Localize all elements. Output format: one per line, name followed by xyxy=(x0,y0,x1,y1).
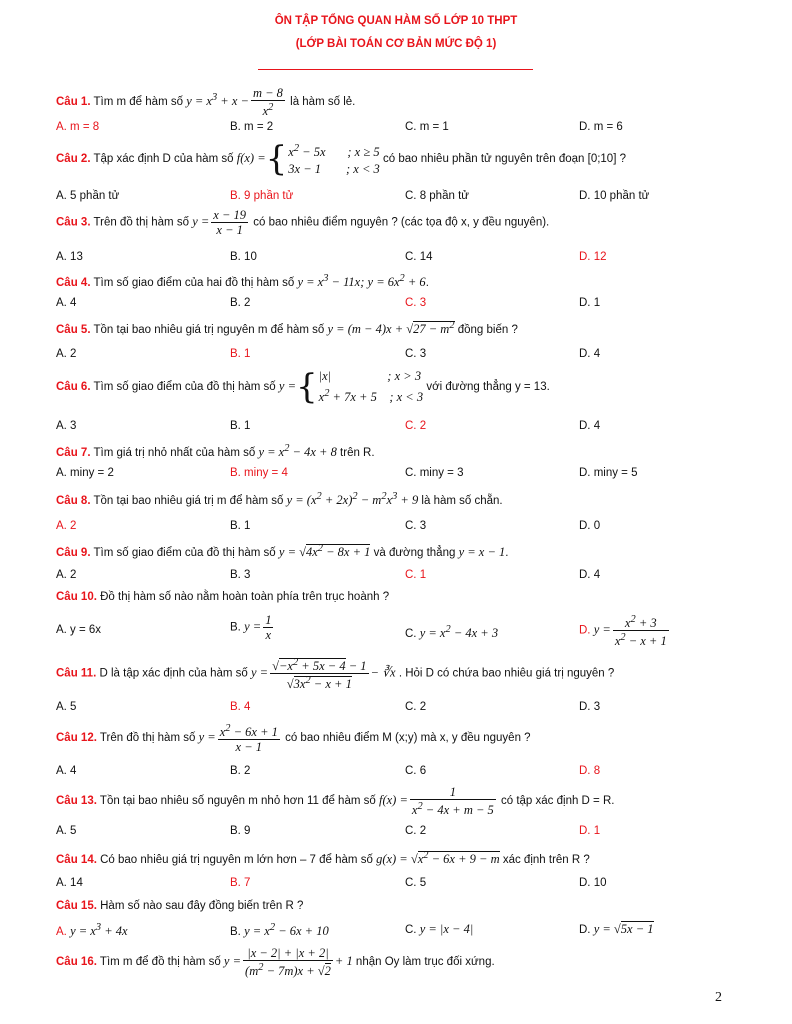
option-a: A. 14 xyxy=(56,877,83,889)
option-d: D. 1 xyxy=(579,297,601,309)
option-b: B. 9 phần tử xyxy=(230,190,294,202)
option-d: D. m = 6 xyxy=(579,121,623,133)
option-b: B. 1 xyxy=(230,520,251,532)
question-9: Câu 9. Tìm số giao điểm của đồ thị hàm số $y = √4x^2 - 8x + 1$ và đường thẳng y = x − 1. xyxy=(56,543,509,560)
option-b: B. 1 xyxy=(230,420,251,432)
option-b: B. 3 xyxy=(230,569,251,581)
option-d: D. 4 xyxy=(579,569,601,581)
question-16: Câu 16. Tìm m để đồ thị hàm số y = $\frac{|x - 2| + |x + 2|}{(m^2 - 7m)x + √2}$ + 1 nhận Oy làm trục đối xứng. xyxy=(56,946,495,979)
option-c: C. 6 xyxy=(405,765,427,777)
option-a: A. 5 xyxy=(56,701,77,713)
question-5: Câu 5. Tồn tại bao nhiêu giá trị nguyên m để hàm số $y = (m - 4)x + √27 - m^2$ đồng biến ? xyxy=(56,320,518,337)
option-d: D. 10 xyxy=(579,877,607,889)
formula: y = xyxy=(278,379,296,394)
option-a: A. 5 phần tử xyxy=(56,190,120,202)
option-c: C. $y = x^2 - 4x + 3$ xyxy=(405,624,499,641)
option-c: C. 3 xyxy=(405,297,427,309)
option-b: B. $y = x^2 - 6x + 10$ xyxy=(230,922,329,939)
title-divider xyxy=(258,69,533,70)
option-a: A. 3 xyxy=(56,420,77,432)
formula: $y = x^2 - 4x + 8$ xyxy=(258,443,337,460)
formula: $y = x^3 - 11x$; $y = 6x^2 + 6$ xyxy=(297,273,426,290)
option-d: D. 8 xyxy=(579,765,601,777)
option-b: B. 10 xyxy=(230,251,257,263)
formula: y = xyxy=(223,954,242,969)
option-a: A. 4 xyxy=(56,765,77,777)
option-d: D. 4 xyxy=(579,420,601,432)
question-1: Câu 1. Tìm m để hàm số $y = x^3 + x$ − $\frac{m - 8}{x^2}$ là hàm số lẻ. xyxy=(56,86,356,119)
document-title: ÔN TẬP TỔNG QUAN HÀM SỐ LỚP 10 THPT xyxy=(274,15,518,27)
option-b: B. 2 xyxy=(230,765,251,777)
question-12: Câu 12. Trên đồ thị hàm số y = $\frac{x^2 - 6x + 1}{x - 1}$ có bao nhiêu điểm M (x;y) mà x, y đều nguyên ? xyxy=(56,723,531,755)
option-c: C. 14 xyxy=(405,251,433,263)
formula: y = x − 1 xyxy=(458,545,506,560)
option-b: B. 9 xyxy=(230,825,251,837)
option-d: D. 12 xyxy=(579,251,607,263)
question-10: Câu 10. Đồ thị hàm số nào nằm hoàn toàn phía trên trục hoành ? xyxy=(56,591,390,603)
question-8: Câu 8. Tồn tại bao nhiêu giá trị m để hàm số $y = (x^2 + 2x)^2 - m^2x^3 + 9$ là hàm số chẵn. xyxy=(56,491,503,508)
option-b: B. m = 2 xyxy=(230,121,274,133)
option-c: C. 2 xyxy=(405,420,427,432)
option-c: C. 1 xyxy=(405,569,427,581)
option-d: D. 10 phần tử xyxy=(579,190,650,202)
page-number: 2 xyxy=(715,990,722,1005)
option-c: C. 3 xyxy=(405,348,427,360)
option-b: B. 1 xyxy=(230,348,251,360)
question-13: Câu 13. Tồn tại bao nhiêu số nguyên m nhỏ hơn 11 để hàm số f(x) = $\frac{1}{x^2 - 4x + m - 5}$ có tập xác định D = R. xyxy=(56,785,615,818)
option-c: C. y = |x − 4| xyxy=(405,922,474,936)
formula: $g(x) = √x^2 - 6x + 9 - m$ xyxy=(376,850,500,867)
question-3: Câu 3. Trên đồ thị hàm số y = $\frac{x - 19}{x - 1}$ có bao nhiêu điểm nguyên ? (các tọa độ x, y đều nguyên). xyxy=(56,208,550,237)
option-d: D. 1 xyxy=(579,825,601,837)
question-4: Câu 4. Tìm số giao điểm của hai đồ thị hàm số $y = x^3 - 11x$; $y = 6x^2 + 6$. xyxy=(56,273,429,290)
option-a: A. $y = x^3 + 4x$ xyxy=(56,922,128,939)
option-c: C. 8 phần tử xyxy=(405,190,469,202)
formula: $y = √4x^2 - 8x + 1$ xyxy=(278,543,371,560)
formula: $y = (m - 4)x + √27 - m^2$ xyxy=(327,320,455,337)
formula: $y = x^3 + x$ − xyxy=(186,91,249,109)
formula: y = xyxy=(192,214,210,229)
option-d: D. y = $\frac{x^2 + 3}{x^2 - x + 1}$ xyxy=(579,614,667,649)
option-c: C. 2 xyxy=(405,701,427,713)
option-c: C. 2 xyxy=(405,825,427,837)
formula: y = xyxy=(251,665,269,680)
option-d: D. y = √5x − 1 xyxy=(579,922,654,936)
option-c: C. m = 1 xyxy=(405,121,449,133)
document-subtitle: (LỚP BÀI TOÁN CƠ BẢN MỨC ĐỘ 1) xyxy=(295,38,497,50)
question-7: Câu 7. Tìm giá trị nhỏ nhất của hàm số $y = x^2 - 4x + 8$ trên R. xyxy=(56,443,375,460)
option-b: B. 7 xyxy=(230,877,251,889)
option-a: A. 4 xyxy=(56,297,77,309)
option-a: A. 2 xyxy=(56,569,77,581)
option-b: B. y = $\frac{1}{x}$ xyxy=(230,613,272,642)
formula: $y = (x^2 + 2x)^2 - m^2x^3 + 9$ xyxy=(286,491,419,508)
formula: f(x) = xyxy=(378,793,408,808)
formula: y = xyxy=(198,730,216,745)
question-14: Câu 14. Có bao nhiêu giá trị nguyên m lớn hơn – 7 để hàm số $g(x) = √x^2 - 6x + 9 - m$ xác định trên R ? xyxy=(56,850,590,867)
option-c: C. 3 xyxy=(405,520,427,532)
question-15: Câu 15. Hàm số nào sau đây đồng biến trên R ? xyxy=(56,900,304,912)
option-a: A. 2 xyxy=(56,520,77,532)
option-a: A. m = 8 xyxy=(56,121,100,133)
option-b: B. 2 xyxy=(230,297,251,309)
question-6: Câu 6. Tìm số giao điểm của đồ thị hàm số y ={|x| ; x > 3 $x^2 + 7x + 5$ ; x < 3 với đường thẳng y = 13. xyxy=(56,367,550,408)
option-d: D. 4 xyxy=(579,348,601,360)
option-a: A. y = 6x xyxy=(56,624,102,636)
option-b: B. 4 xyxy=(230,701,251,713)
option-c: C. 5 xyxy=(405,877,427,889)
option-a: A. 13 xyxy=(56,251,83,263)
question-11: Câu 11. D là tập xác định của hàm số y = $\frac{√-x^2 + 5x - 4 - 1}{√3x^2 - x + 1}$ − ∛x . Hỏi D có chứa bao nhiêu giá trị nguyên ? xyxy=(56,657,615,692)
option-d: D. 0 xyxy=(579,520,601,532)
question-2: Câu 2. Tập xác định D của hàm số $f(x) =\{x^2 - 5x$ ; x ≥ 5 3x − 1 ; x < 3 có bao nhiêu phần tử nguyên trên đoạn [0;10] ? xyxy=(56,139,626,180)
option-c: C. miny = 3 xyxy=(405,467,464,479)
option-b: B. miny = 4 xyxy=(230,467,288,479)
option-a: A. 5 xyxy=(56,825,77,837)
option-d: D. miny = 5 xyxy=(579,467,638,479)
option-a: A. miny = 2 xyxy=(56,467,114,479)
option-a: A. 2 xyxy=(56,348,77,360)
option-d: D. 3 xyxy=(579,701,601,713)
formula: f(x) = xyxy=(236,151,266,166)
